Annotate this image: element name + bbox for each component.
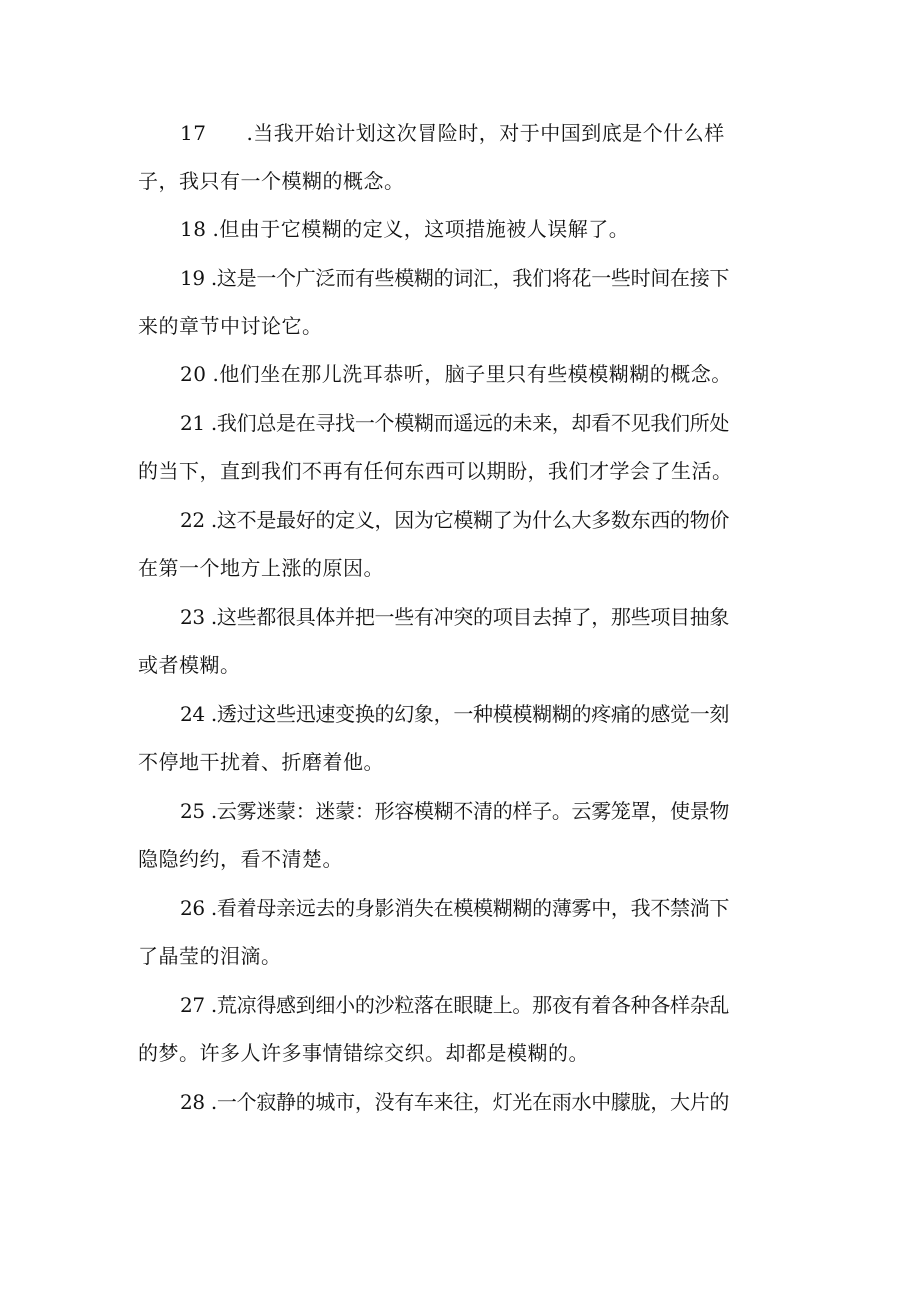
sentence-17-line-1 <box>180 119 725 147</box>
sentence-22-line-1 <box>180 506 729 534</box>
sentence-24-line-1 <box>180 700 729 728</box>
sentence-22-line-2: 在第一个地方上涨的原因。 <box>138 556 384 580</box>
sentence-number: 17 <box>180 121 207 145</box>
sentence-number: 28 <box>180 1090 205 1114</box>
sentence-17-line-2: 子，我只有一个模糊的概念。 <box>138 169 405 193</box>
sentence-text: .这些都很具体并把一些有冲突的项目去掉了，那些项目抽象 <box>210 605 730 629</box>
sentence-text: .这不是最好的定义，因为它模糊了为什么大多数东西的物价 <box>210 508 730 532</box>
sentence-number: 23 <box>180 605 205 629</box>
sentence-text: .这是一个广泛而有些模糊的词汇，我们将花一些时间在接下 <box>210 266 730 290</box>
sentence-text: .当我开始计划这次冒险时，对于中国到底是个什么样 <box>246 121 725 145</box>
sentence-text: .但由于它模糊的定义，这项措施被人误解了。 <box>212 217 630 241</box>
sentence-19-line-1 <box>180 264 729 292</box>
sentence-23-line-1 <box>180 603 729 631</box>
sentence-18-line-1 <box>180 215 629 243</box>
sentence-text: .透过这些迅速变换的幻象，一种模模糊糊的疼痛的感觉一刻 <box>210 702 730 726</box>
sentence-number: 26 <box>180 896 205 920</box>
sentence-number: 18 <box>180 217 207 241</box>
sentence-21-line-1 <box>180 409 729 437</box>
sentence-26-line-1 <box>180 894 729 922</box>
sentence-number: 27 <box>180 993 205 1017</box>
sentence-text: .荒凉得感到细小的沙粒落在眼睫上。那夜有着各种各样杂乱 <box>210 993 730 1017</box>
sentence-25-line-1 <box>180 797 729 825</box>
sentence-number: 21 <box>180 411 205 435</box>
sentence-text: .一个寂静的城市，没有车来往，灯光在雨水中朦胧，大片的 <box>210 1090 730 1114</box>
sentence-25-line-2: 隐隐约约，看不清楚。 <box>138 847 343 871</box>
sentence-number: 19 <box>180 266 205 290</box>
sentence-20-line-1 <box>180 360 732 388</box>
sentence-text: .他们坐在那儿洗耳恭听，脑子里只有些模模糊糊的概念。 <box>212 362 732 386</box>
sentence-28-line-1 <box>180 1088 729 1116</box>
sentence-text: .我们总是在寻找一个模糊而遥远的未来，却看不见我们所处 <box>210 411 730 435</box>
sentence-number: 22 <box>180 508 205 532</box>
sentence-23-line-2: 或者模糊。 <box>138 653 241 677</box>
sentence-27-line-2: 的梦。许多人许多事情错综交织。却都是模糊的。 <box>138 1041 589 1065</box>
sentence-27-line-1 <box>180 991 729 1019</box>
sentence-number: 24 <box>180 702 205 726</box>
sentence-text: .云雾迷蒙：迷蒙：形容模糊不清的样子。云雾笼罩，使景物 <box>210 799 730 823</box>
sentence-26-line-2: 了晶莹的泪滴。 <box>138 944 282 968</box>
sentence-21-line-2: 的当下，直到我们不再有任何东西可以期盼，我们才学会了生活。 <box>138 459 733 483</box>
sentence-24-line-2: 不停地干扰着、折磨着他。 <box>138 750 384 774</box>
sentence-number: 20 <box>180 362 207 386</box>
sentence-19-line-2: 来的章节中讨论它。 <box>138 314 323 338</box>
sentence-number: 25 <box>180 799 205 823</box>
sentence-text: .看着母亲远去的身影消失在模模糊糊的薄雾中，我不禁淌下 <box>210 896 730 920</box>
